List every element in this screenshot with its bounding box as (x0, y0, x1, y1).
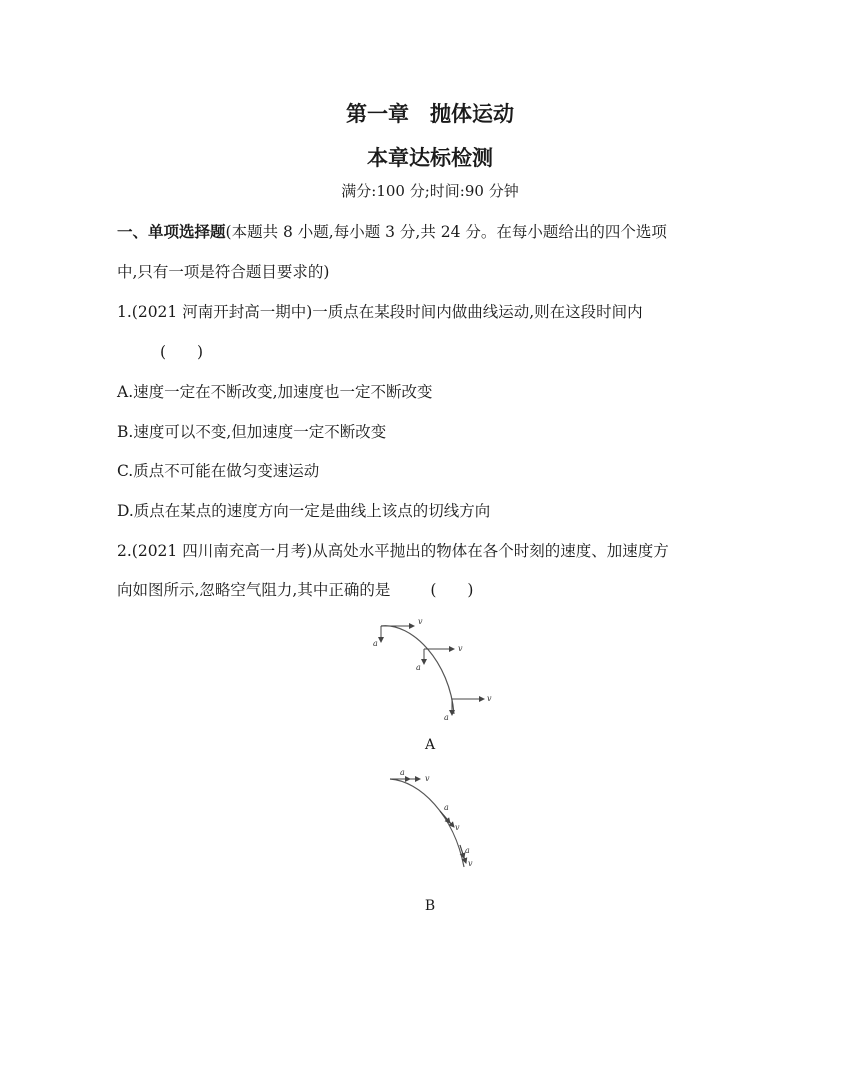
acceleration-label: a (400, 768, 405, 777)
section-heading-line (117, 220, 667, 242)
velocity-arrow (440, 811, 454, 827)
acceleration-label: a (373, 639, 378, 648)
q2-stem-text: 向如图所示,忽略空气阻力,其中正确的是 (117, 581, 391, 599)
q1-option-a: A.速度一定在不断改变,加速度也一定不断改变 (117, 383, 433, 401)
velocity-label: v (425, 774, 430, 783)
figure-b-caption: B (424, 898, 436, 914)
q1-option-b: B.速度可以不变,但加速度一定不断改变 (117, 423, 387, 441)
acceleration-label: a (465, 846, 470, 855)
chapter-title: 第一章 抛体运动 (346, 102, 514, 126)
acceleration-label: a (444, 803, 449, 812)
figure-a-trajectory-diagram (360, 612, 500, 724)
velocity-label: v (458, 644, 463, 653)
q2-stem-line-2 (117, 578, 473, 600)
acceleration-label: a (444, 713, 449, 722)
q1-stem: 1.(2021 河南开封高一期中)一质点在某段时间内做曲线运动,则在这段时间内 (117, 303, 643, 321)
q1-answer-blank: ( ) (160, 343, 204, 361)
q1-option-c: C.质点不可能在做匀变速运动 (117, 462, 320, 480)
section-description-line-1: (本题共 8 小题,每小题 3 分,共 24 分。在每小题给出的四个选项 (225, 223, 667, 241)
q2-stem-line-1: 2.(2021 四川南充高一月考)从高处水平抛出的物体在各个时刻的速度、加速度方 (117, 542, 669, 560)
velocity-label: v (468, 859, 473, 868)
q2-answer-blank: ( ) (430, 581, 474, 599)
figure-a-caption: A (424, 737, 436, 753)
section-description-line-2: 中,只有一项是符合题目要求的) (117, 263, 330, 281)
exam-meta: 满分:100 分;时间:90 分钟 (341, 182, 519, 200)
q1-option-d: D.质点在某点的速度方向一定是曲线上该点的切线方向 (117, 502, 491, 520)
trajectory-curve (390, 779, 464, 867)
page-subtitle: 本章达标检测 (367, 146, 493, 170)
velocity-label: v (455, 823, 460, 832)
section-heading: 一、单项选择题 (117, 223, 226, 241)
velocity-label: v (418, 617, 423, 626)
velocity-label: v (487, 694, 492, 703)
acceleration-label: a (416, 663, 421, 672)
figure-b-trajectory-diagram (380, 765, 490, 875)
